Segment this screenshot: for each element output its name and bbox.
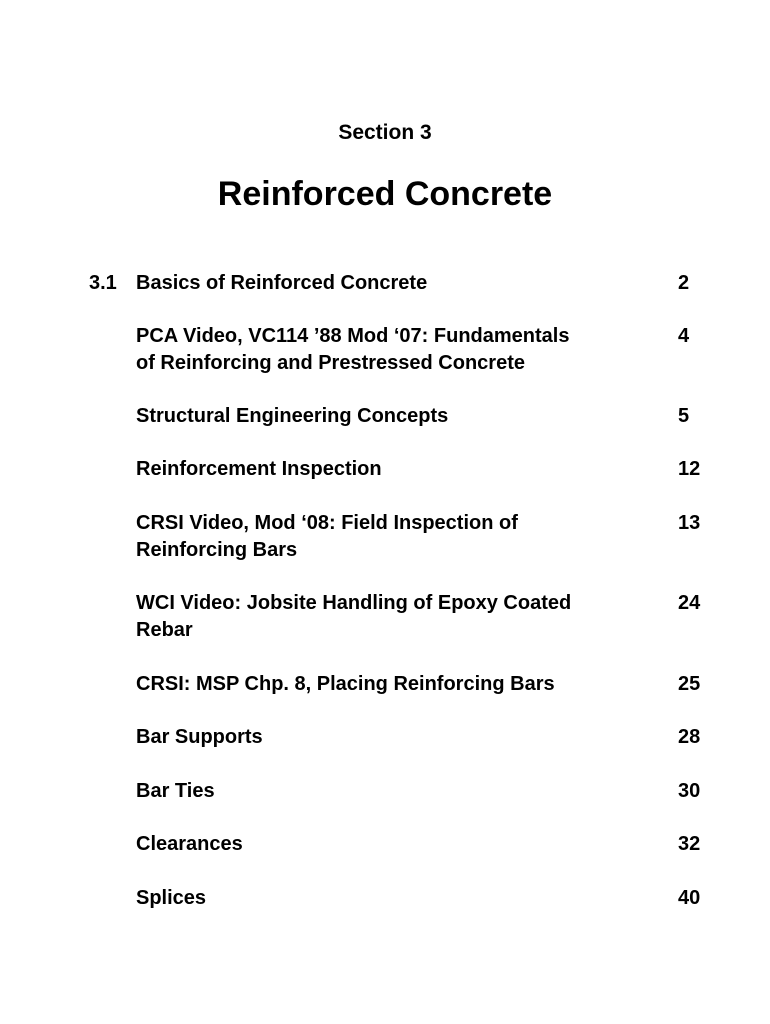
- toc-entry-text: [136, 831, 646, 858]
- toc-entry-number: 3.1: [89, 272, 117, 294]
- toc-entry-line: Clearances: [136, 833, 243, 855]
- toc-entry-page: 30: [678, 780, 701, 802]
- toc-entry-text: [136, 403, 646, 430]
- toc-entry-text: [136, 671, 646, 698]
- toc-entry-line: Bar Supports: [136, 726, 263, 748]
- toc-entry-line: Basics of Reinforced Concrete: [136, 272, 428, 294]
- toc-entry-line: Bar Ties: [136, 780, 215, 802]
- toc-entry-text: [136, 270, 646, 297]
- toc-entry-page: 24: [678, 592, 701, 614]
- toc-entry-line: Reinforcing Bars: [136, 539, 298, 561]
- toc-entry-page: 32: [678, 833, 701, 855]
- toc-entry-text: [136, 724, 646, 751]
- toc-entry-line: PCA Video, VC114 ’88 Mod ‘07: Fundamentals: [136, 325, 570, 347]
- toc-entry-text: [136, 510, 646, 564]
- toc-entry-line: Structural Engineering Concepts: [136, 405, 449, 427]
- toc-entry-page: 13: [678, 512, 701, 534]
- toc-entry-line: CRSI Video, Mod ‘08: Field Inspection of: [136, 512, 518, 534]
- toc-entry-page: 40: [678, 887, 701, 909]
- toc-entry-text: [136, 590, 646, 644]
- toc-entry-line: of Reinforcing and Prestressed Concrete: [136, 352, 525, 374]
- toc-entry-page: 25: [678, 673, 701, 695]
- toc-entry-text: [136, 778, 646, 805]
- toc-entry-line: Splices: [136, 887, 207, 909]
- toc-entry-line: Reinforcement Inspection: [136, 458, 382, 480]
- toc-entry-page: 12: [678, 458, 701, 480]
- toc-entry-text: [136, 456, 646, 483]
- toc-entry-page: 28: [678, 726, 701, 748]
- toc-entry-page: 5: [678, 405, 690, 427]
- toc-entry-line: WCI Video: Jobsite Handling of Epoxy Coated: [136, 592, 572, 614]
- toc-entry-page: 2: [678, 272, 690, 294]
- page-title: Reinforced Concrete: [217, 175, 553, 213]
- toc-entry-text: [136, 885, 646, 912]
- toc-entry-text: [136, 323, 646, 377]
- toc-entry-page: 4: [678, 325, 690, 347]
- toc-entry-line: Rebar: [136, 619, 193, 641]
- section-label: Section 3: [338, 121, 432, 144]
- toc-entry-line: CRSI: MSP Chp. 8, Placing Reinforcing Bars: [136, 673, 555, 695]
